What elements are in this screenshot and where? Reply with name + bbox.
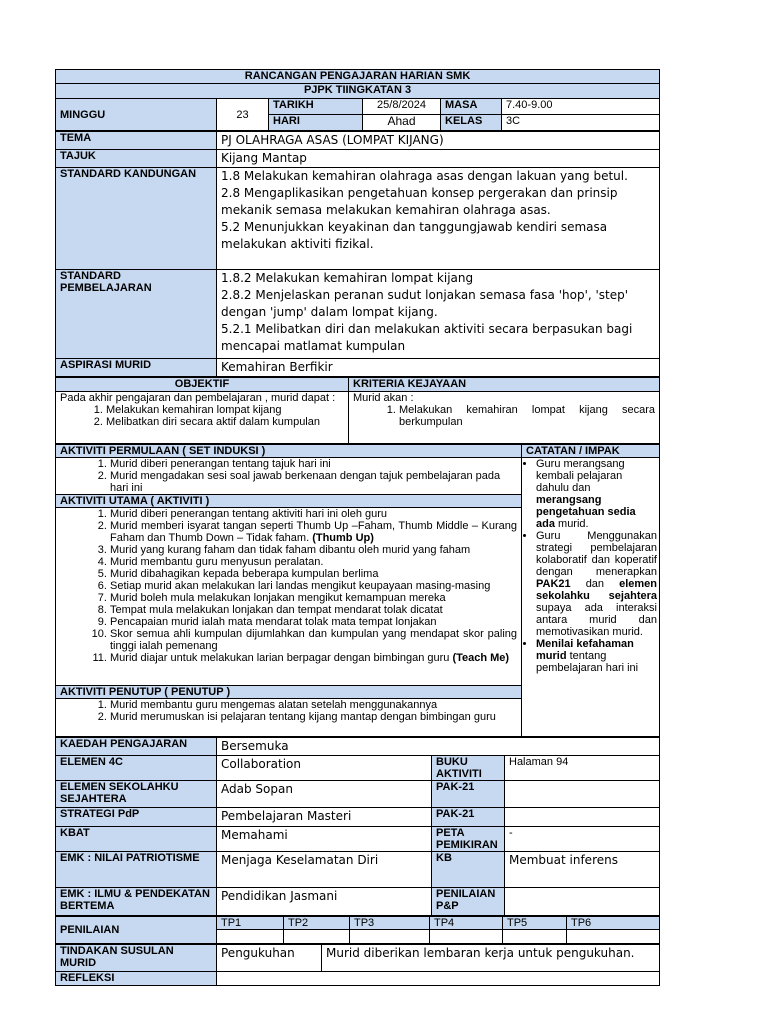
penutup-label: AKTIVITI PENUTUP ( PENUTUP ) <box>56 686 522 699</box>
tp-value <box>217 930 284 944</box>
kelas-value: 3C <box>502 115 660 131</box>
sekolahku-label: ELEMEN SEKOLAHKU SEJAHTERA <box>56 781 217 808</box>
strategi-value: Pembelajaran Masteri <box>217 808 432 827</box>
kb-label: KB <box>432 852 505 888</box>
penutup-item: 2. Murid merumuskan isi pelajaran tentang kijang mantap dengan bimbingan guru <box>110 711 517 723</box>
permulaan-item: 2. Murid mengadakan sesi soal jawab berkenaan dengan tajuk pembelajaran pada hari ini <box>110 470 517 494</box>
kbat-value: Memahami <box>217 827 432 852</box>
hari-value: Ahad <box>363 115 441 131</box>
tema-label: TEMA <box>56 132 217 150</box>
utama-body <box>56 508 522 686</box>
kb-value: Membuat inferens <box>505 852 660 888</box>
tajuk-value: Kijang Mantap <box>217 150 660 168</box>
penilaian-pnp-value <box>505 888 660 916</box>
pak21b-value <box>505 808 660 827</box>
sp-line: 5.2.1 Melibatkan diri dan melakukan aktiviti secara berpasukan bagi mencapai matlamat kumpulan <box>221 322 633 353</box>
tp-cell: TP4 <box>430 917 503 930</box>
utama-item: 4. Murid membantu guru menyusun peralatan. <box>110 556 517 568</box>
utama-item: 6. Setiap murid akan melakukan lari landas mengikut keupayaan masing-masing <box>110 580 517 592</box>
kaedah-label: KAEDAH PENGAJARAN <box>56 738 217 756</box>
kbat-label: KBAT <box>56 827 217 852</box>
sk-line: 1.8 Melakukan kemahiran olahraga asas dengan lakuan yang betul. <box>221 169 628 183</box>
aspirasi-value: Kemahiran Berfikir <box>217 359 660 377</box>
tp-value <box>350 930 430 944</box>
utama-item: 2. Murid memberi isyarat tangan seperti Thumb Up –Faham, Thumb Middle – Kurang Faham dan Thumb Down – Tidak faham. (Thumb Up) <box>110 520 517 544</box>
minggu-value: 23 <box>217 99 269 131</box>
aktiviti-table <box>55 444 660 737</box>
standard-pembelajaran-text <box>217 270 660 359</box>
utama-item: 1. Murid diberi penerangan tentang aktiviti hari ini oleh guru <box>110 508 517 520</box>
penilaian-table <box>55 916 660 944</box>
masa-label: MASA <box>441 99 502 115</box>
catatan-item: • Menilai kefahaman murid tentang pembelajaran hari ini <box>536 638 657 674</box>
objektif-item: 2. Melibatkan diri secara aktif dalam kumpulan <box>106 416 344 428</box>
sk-line: 5.2 Menunjukkan keyakinan dan tanggungjawab kendiri semasa melakukan aktiviti fizikal. <box>221 220 608 251</box>
tp-cell: TP2 <box>284 917 350 930</box>
emk-ilmu-label: EMK : ILMU & PENDEKATAN BERTEMA <box>56 888 217 916</box>
kriteria-intro: Murid akan : <box>353 392 414 404</box>
tindakan-label: TINDAKAN SUSULAN MURID <box>56 945 217 972</box>
kaedah-value: Bersemuka <box>217 738 660 756</box>
utama-item: 8. Tempat mula melakukan lonjakan dan tempat mendarat tolak dicatat <box>110 604 517 616</box>
penutup-item: 1. Murid membantu guru mengemas alatan setelah menggunakannya <box>110 699 517 711</box>
tp-cell: TP3 <box>350 917 430 930</box>
tarikh-label: TARIKH <box>269 99 363 115</box>
utama-item: 10. Skor semua ahli kumpulan dijumlahkan dan kumpulan yang mendapat skor paling tinggi ialah pemenang <box>110 628 517 652</box>
emk-ilmu-value: Pendidikan Jasmani <box>217 888 432 916</box>
permulaan-item: 1. Murid diberi penerangan tentang tajuk hari ini <box>110 458 517 470</box>
bottom-table <box>55 737 660 916</box>
page-title: RANCANGAN PENGAJARAN HARIAN SMK <box>56 70 660 84</box>
standard-kandungan-text <box>217 168 660 270</box>
tp-cell: TP6 <box>567 917 660 930</box>
penutup-body <box>56 699 522 737</box>
pak21b-label: PAK-21 <box>432 808 505 827</box>
tarikh-value: 25/8/2024 <box>363 99 441 115</box>
standard-pembelajaran-label: STANDARD PEMBELAJARAN <box>56 270 217 359</box>
tp-value <box>567 930 660 944</box>
objektif-item: 1. Melakukan kemahiran lompat kijang <box>106 404 344 416</box>
buku-value: Halaman 94 <box>505 756 660 781</box>
pak21-value <box>505 781 660 808</box>
penilaian-pnp-label: PENILAIAN P&P <box>432 888 505 916</box>
catatan-body <box>522 458 660 737</box>
tema-value: PJ OLAHRAGA ASAS (LOMPAT KIJANG) <box>217 132 660 150</box>
content-table <box>55 131 660 377</box>
lesson-plan-sheet <box>55 69 659 986</box>
tindakan-a: Pengukuhan <box>217 945 322 972</box>
kelas-label: KELAS <box>441 115 502 131</box>
catatan-label: CATATAN / IMPAK <box>522 445 660 458</box>
tp-cell: TP5 <box>503 917 567 930</box>
masa-value: 7.40-9.00 <box>502 99 660 115</box>
hari-label: HARI <box>269 115 363 131</box>
tp-value <box>430 930 503 944</box>
permulaan-label: AKTIVITI PERMULAAN ( SET INDUKSI ) <box>56 445 522 458</box>
standard-kandungan-label: STANDARD KANDUNGAN <box>56 168 217 270</box>
objektif-intro: Pada akhir pengajaran dan pembelajaran , murid dapat : <box>60 392 336 404</box>
catatan-item: • Guru merangsang kembali pelajaran dahulu dan merangsang pengetahuan sedia ada murid. <box>536 458 657 530</box>
permulaan-body <box>56 458 522 495</box>
kriteria-label: KRITERIA KEJAYAAN <box>349 378 660 392</box>
peta-value: - <box>505 827 660 852</box>
objektif-label: OBJEKTIF <box>56 378 349 392</box>
tp-cell: TP1 <box>217 917 284 930</box>
tajuk-label: TAJUK <box>56 150 217 168</box>
tindakan-table <box>55 944 660 986</box>
pak21-label: PAK-21 <box>432 781 505 808</box>
utama-item: 11. Murid diajar untuk melakukan larian berpagar dengan bimbingan guru (Teach Me) <box>110 652 517 664</box>
catatan-item: • Guru Menggunakan strategi pembelajaran kolaboratif dan koperatif dengan menerapkan PAK21 dan elemen sekolahku sejahtera supaya ada interaksi antara murid dan memotivasikan murid. <box>536 530 657 638</box>
objektif-body <box>56 392 349 444</box>
sp-line: 2.8.2 Menjelaskan peranan sudut lonjakan semasa fasa 'hop', 'step' dengan 'jump' dalam lompat kijang. <box>221 288 629 319</box>
utama-item: 3. Murid yang kurang faham dan tidak faham dibantu oleh murid yang faham <box>110 544 517 556</box>
objektif-table <box>55 377 660 444</box>
utama-item: 7. Murid boleh mula melakukan lonjakan mengikut kemampuan mereka <box>110 592 517 604</box>
utama-item: 5. Murid dibahagikan kepada beberapa kumpulan berlima <box>110 568 517 580</box>
emk-patriotisme-label: EMK : NILAI PATRIOTISME <box>56 852 217 888</box>
minggu-label: MINGGU <box>56 99 217 131</box>
aspirasi-label: ASPIRASI MURID <box>56 359 217 377</box>
elemen4c-value: Collaboration <box>217 756 432 781</box>
peta-label: PETA PEMIKIRAN <box>432 827 505 852</box>
refleksi-label: REFLEKSI <box>56 972 217 986</box>
header-table <box>55 69 660 131</box>
kriteria-item: 1. Melakukan kemahiran lompat kijang secara berkumpulan <box>399 404 655 428</box>
kriteria-body <box>349 392 660 444</box>
tp-value <box>503 930 567 944</box>
tindakan-b: Murid diberikan lembaran kerja untuk pengukuhan. <box>322 945 660 972</box>
utama-label: AKTIVITI UTAMA ( AKTIVITI ) <box>56 495 522 508</box>
sp-line: 1.8.2 Melakukan kemahiran lompat kijang <box>221 271 474 285</box>
penilaian-label: PENILAIAN <box>56 917 217 944</box>
sekolahku-value: Adab Sopan <box>217 781 432 808</box>
refleksi-value <box>217 972 660 986</box>
utama-item: 9. Pencapaian murid ialah mata mendarat tolak mata tempat lonjakan <box>110 616 517 628</box>
emk-patriotisme-value: Menjaga Keselamatan Diri <box>217 852 432 888</box>
elemen4c-label: ELEMEN 4C <box>56 756 217 781</box>
strategi-label: STRATEGI PdP <box>56 808 217 827</box>
tp-value <box>284 930 350 944</box>
buku-label: BUKU AKTIVITI <box>432 756 505 781</box>
page-subtitle: PJPK TIINGKATAN 3 <box>56 84 660 99</box>
sk-line: 2.8 Mengaplikasikan pengetahuan konsep pergerakan dan prinsip mekanik semasa melakukan kemahiran olahraga asas. <box>221 186 618 217</box>
